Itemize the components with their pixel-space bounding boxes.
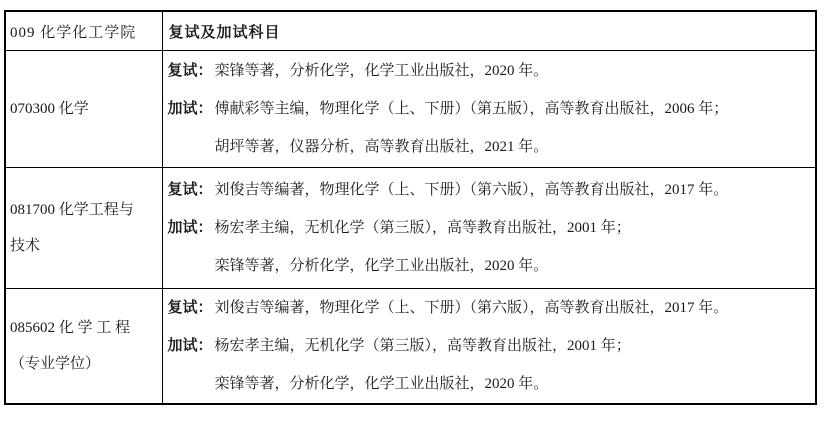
entry-text: 栾锋等著，分析化学，化学工业出版社，2020 年。 <box>214 258 549 274</box>
exam-entries-cell <box>162 51 816 168</box>
exam-subjects-table <box>4 10 817 405</box>
exam-entry <box>168 52 814 90</box>
program-name-line: （专业学位） <box>10 356 101 372</box>
entry-text: 傅献彩等主编，物理化学（上、下册）（第五版），高等教育出版社，2006 年； <box>214 101 729 117</box>
program-name-line: 085602 化 学 工 程 <box>10 320 131 336</box>
program-code-cell <box>5 51 162 168</box>
program-name-line: 081700 化学工程与 <box>10 202 134 218</box>
exam-entry <box>168 289 814 327</box>
exam-entry <box>168 247 814 285</box>
entry-label: 复试： <box>167 63 213 79</box>
table-row <box>5 168 816 289</box>
entry-label: 加试： <box>167 338 213 354</box>
program-name-line: 070300 化学 <box>10 101 89 117</box>
program-name-line: 技术 <box>10 238 41 254</box>
entry-label: 复试： <box>167 300 213 316</box>
exam-entry <box>168 171 814 209</box>
entry-label: 加试： <box>167 101 213 117</box>
entry-text: 刘俊吉等编著，物理化学（上、下册）（第六版），高等教育出版社，2017 年。 <box>214 182 729 198</box>
entry-text: 杨宏孝主编，无机化学（第三版），高等教育出版社，2001 年； <box>214 338 631 354</box>
table-header-row <box>5 11 816 51</box>
entry-label: 复试： <box>167 182 213 198</box>
college-code-cell: 009 化学化工学院 <box>5 11 162 51</box>
exam-entries-cell <box>162 289 816 405</box>
entry-text: 胡坪等著，仪器分析，高等教育出版社，2021 年。 <box>214 139 549 155</box>
entry-text: 刘俊吉等编著，物理化学（上、下册）（第六版），高等教育出版社，2017 年。 <box>214 300 729 316</box>
exam-entries-cell <box>162 168 816 289</box>
exam-entry <box>168 365 814 403</box>
subjects-title-cell: 复试及加试科目 <box>162 11 816 51</box>
exam-entry <box>168 128 814 166</box>
entry-label: 加试： <box>167 220 213 236</box>
table-row <box>5 51 816 168</box>
entry-text: 杨宏孝主编，无机化学（第三版），高等教育出版社，2001 年； <box>214 220 631 236</box>
table-row <box>5 289 816 405</box>
entry-text: 栾锋等著，分析化学，化学工业出版社，2020 年。 <box>214 63 549 79</box>
exam-entry <box>168 90 814 128</box>
entry-text: 栾锋等著，分析化学，化学工业出版社，2020 年。 <box>214 376 549 392</box>
exam-entry <box>168 209 814 247</box>
program-code-cell <box>5 168 162 289</box>
exam-entry <box>168 327 814 365</box>
program-code-cell <box>5 289 162 405</box>
